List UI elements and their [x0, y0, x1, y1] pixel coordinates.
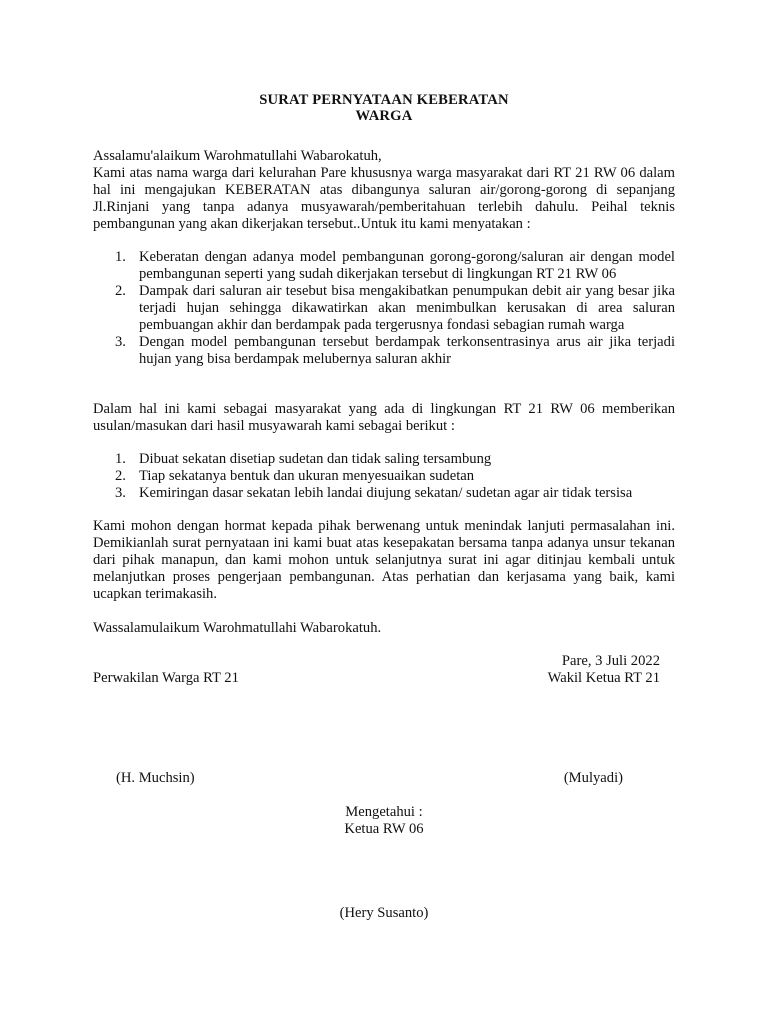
statement-text: Keberatan dengan adanya model pembangunan gorong-gorong/saluran air dengan model pembangunan seperti yang sudah dikerjakan tersebut di lingkungan RT 21 RW 06: [139, 249, 675, 282]
right-signatory-role: Wakil Ketua RT 21: [547, 670, 660, 686]
opening-paragraph: [93, 148, 675, 233]
statement-number: 3.: [115, 334, 126, 350]
intro-paragraph: Kami atas nama warga dari kelurahan Pare khususnya warga masyarakat dari RT 21 RW 06 dalam hal ini mengajukan KEBERATAN atas dibangunya saluran air/gorong-gorong di sepanjang Jl.Rinjani yang tanpa adanya musyawarah/pemberitahuan terlebih dahulu. Peihal teknis pembangunan yang akan dikerjakan tersebut..Untuk itu kami menyatakan :: [93, 165, 675, 232]
letter-date: Pare, 3 Juli 2022: [561, 653, 660, 669]
closing-paragraph: [93, 518, 675, 603]
letter-title-line-1: SURAT PERNYATAAN KEBERATAN: [259, 92, 509, 108]
suggestion-number: 3.: [115, 485, 126, 501]
farewell: [93, 620, 675, 637]
suggestion-text: Tiap sekatanya bentuk dan ukuran menyesuaikan sudetan: [139, 468, 475, 484]
statement-text: Dengan model pembangunan tersebut berdampak terkonsentrasinya arus air jika terjadi hujan yang bisa berdampak melubernya saluran akhir: [139, 334, 675, 367]
farewell-text: Wassalamulaikum Warohmatullahi Wabarokatuh.: [93, 620, 382, 636]
statement-item: [93, 249, 675, 283]
suggestion-item: [93, 485, 675, 502]
suggestion-text: Dibuat sekatan disetiap sudetan dan tidak saling tersambung: [139, 451, 492, 467]
statement-text: Dampak dari saluran air tesebut bisa mengakibatkan penumpukan debit air yang besar jika terjadi hujan sehingga dikawatirkan akan menimbulkan kerusakan di area saluran pembuangan akhir dan berdampak pada tergerusnya fondasi sebagian rumah warga: [139, 283, 675, 333]
statement-list: [93, 249, 675, 368]
suggestion-number: 1.: [115, 451, 126, 467]
suggestion-text: Kemiringan dasar sekatan lebih landai diujung sekatan/ sudetan agar air tidak tersisa: [139, 485, 633, 501]
closing-text: Kami mohon dengan hormat kepada pihak berwenang untuk menindak lanjuti permasalahan ini. Demikianlah surat pernyataan ini kami buat atas kesepakatan bersama tanpa adanya unsur tekanan dari pihak manapun, dan kami mohon untuk selanjutnya surat ini agar ditinjau kembali untuk melanjutkan proses pengerjaan pembangunan. Atas perhatian dan kerjasama yang baik, kami ucapkan terimakasih.: [93, 518, 675, 602]
acknowledged-label: Mengetahui :: [345, 804, 423, 820]
greeting: Assalamu'alaikum Warohmatullahi Wabarokatuh,: [93, 148, 382, 164]
acknowledged-name: (Hery Susanto): [339, 905, 429, 921]
left-signatory-name: (H. Muchsin): [116, 770, 195, 786]
statement-item: [93, 283, 675, 334]
suggestion-number: 2.: [115, 468, 126, 484]
suggestion-item: [93, 468, 675, 485]
suggestion-item: [93, 451, 675, 468]
suggestion-list: [93, 451, 675, 502]
letter-title-line-2: WARGA: [355, 108, 413, 124]
suggestion-intro-text: Dalam hal ini kami sebagai masyarakat yang ada di lingkungan RT 21 RW 06 memberikan usulan/masukan dari hasil musyawarah kami sebagai berikut :: [93, 401, 675, 434]
suggestion-intro-paragraph: [93, 401, 675, 435]
acknowledged-role: Ketua RW 06: [344, 821, 424, 837]
statement-item: [93, 334, 675, 368]
right-signatory-name: (Mulyadi): [563, 770, 623, 786]
statement-number: 1.: [115, 249, 126, 265]
statement-number: 2.: [115, 283, 126, 299]
left-signatory-role: Perwakilan Warga RT 21: [93, 670, 239, 686]
